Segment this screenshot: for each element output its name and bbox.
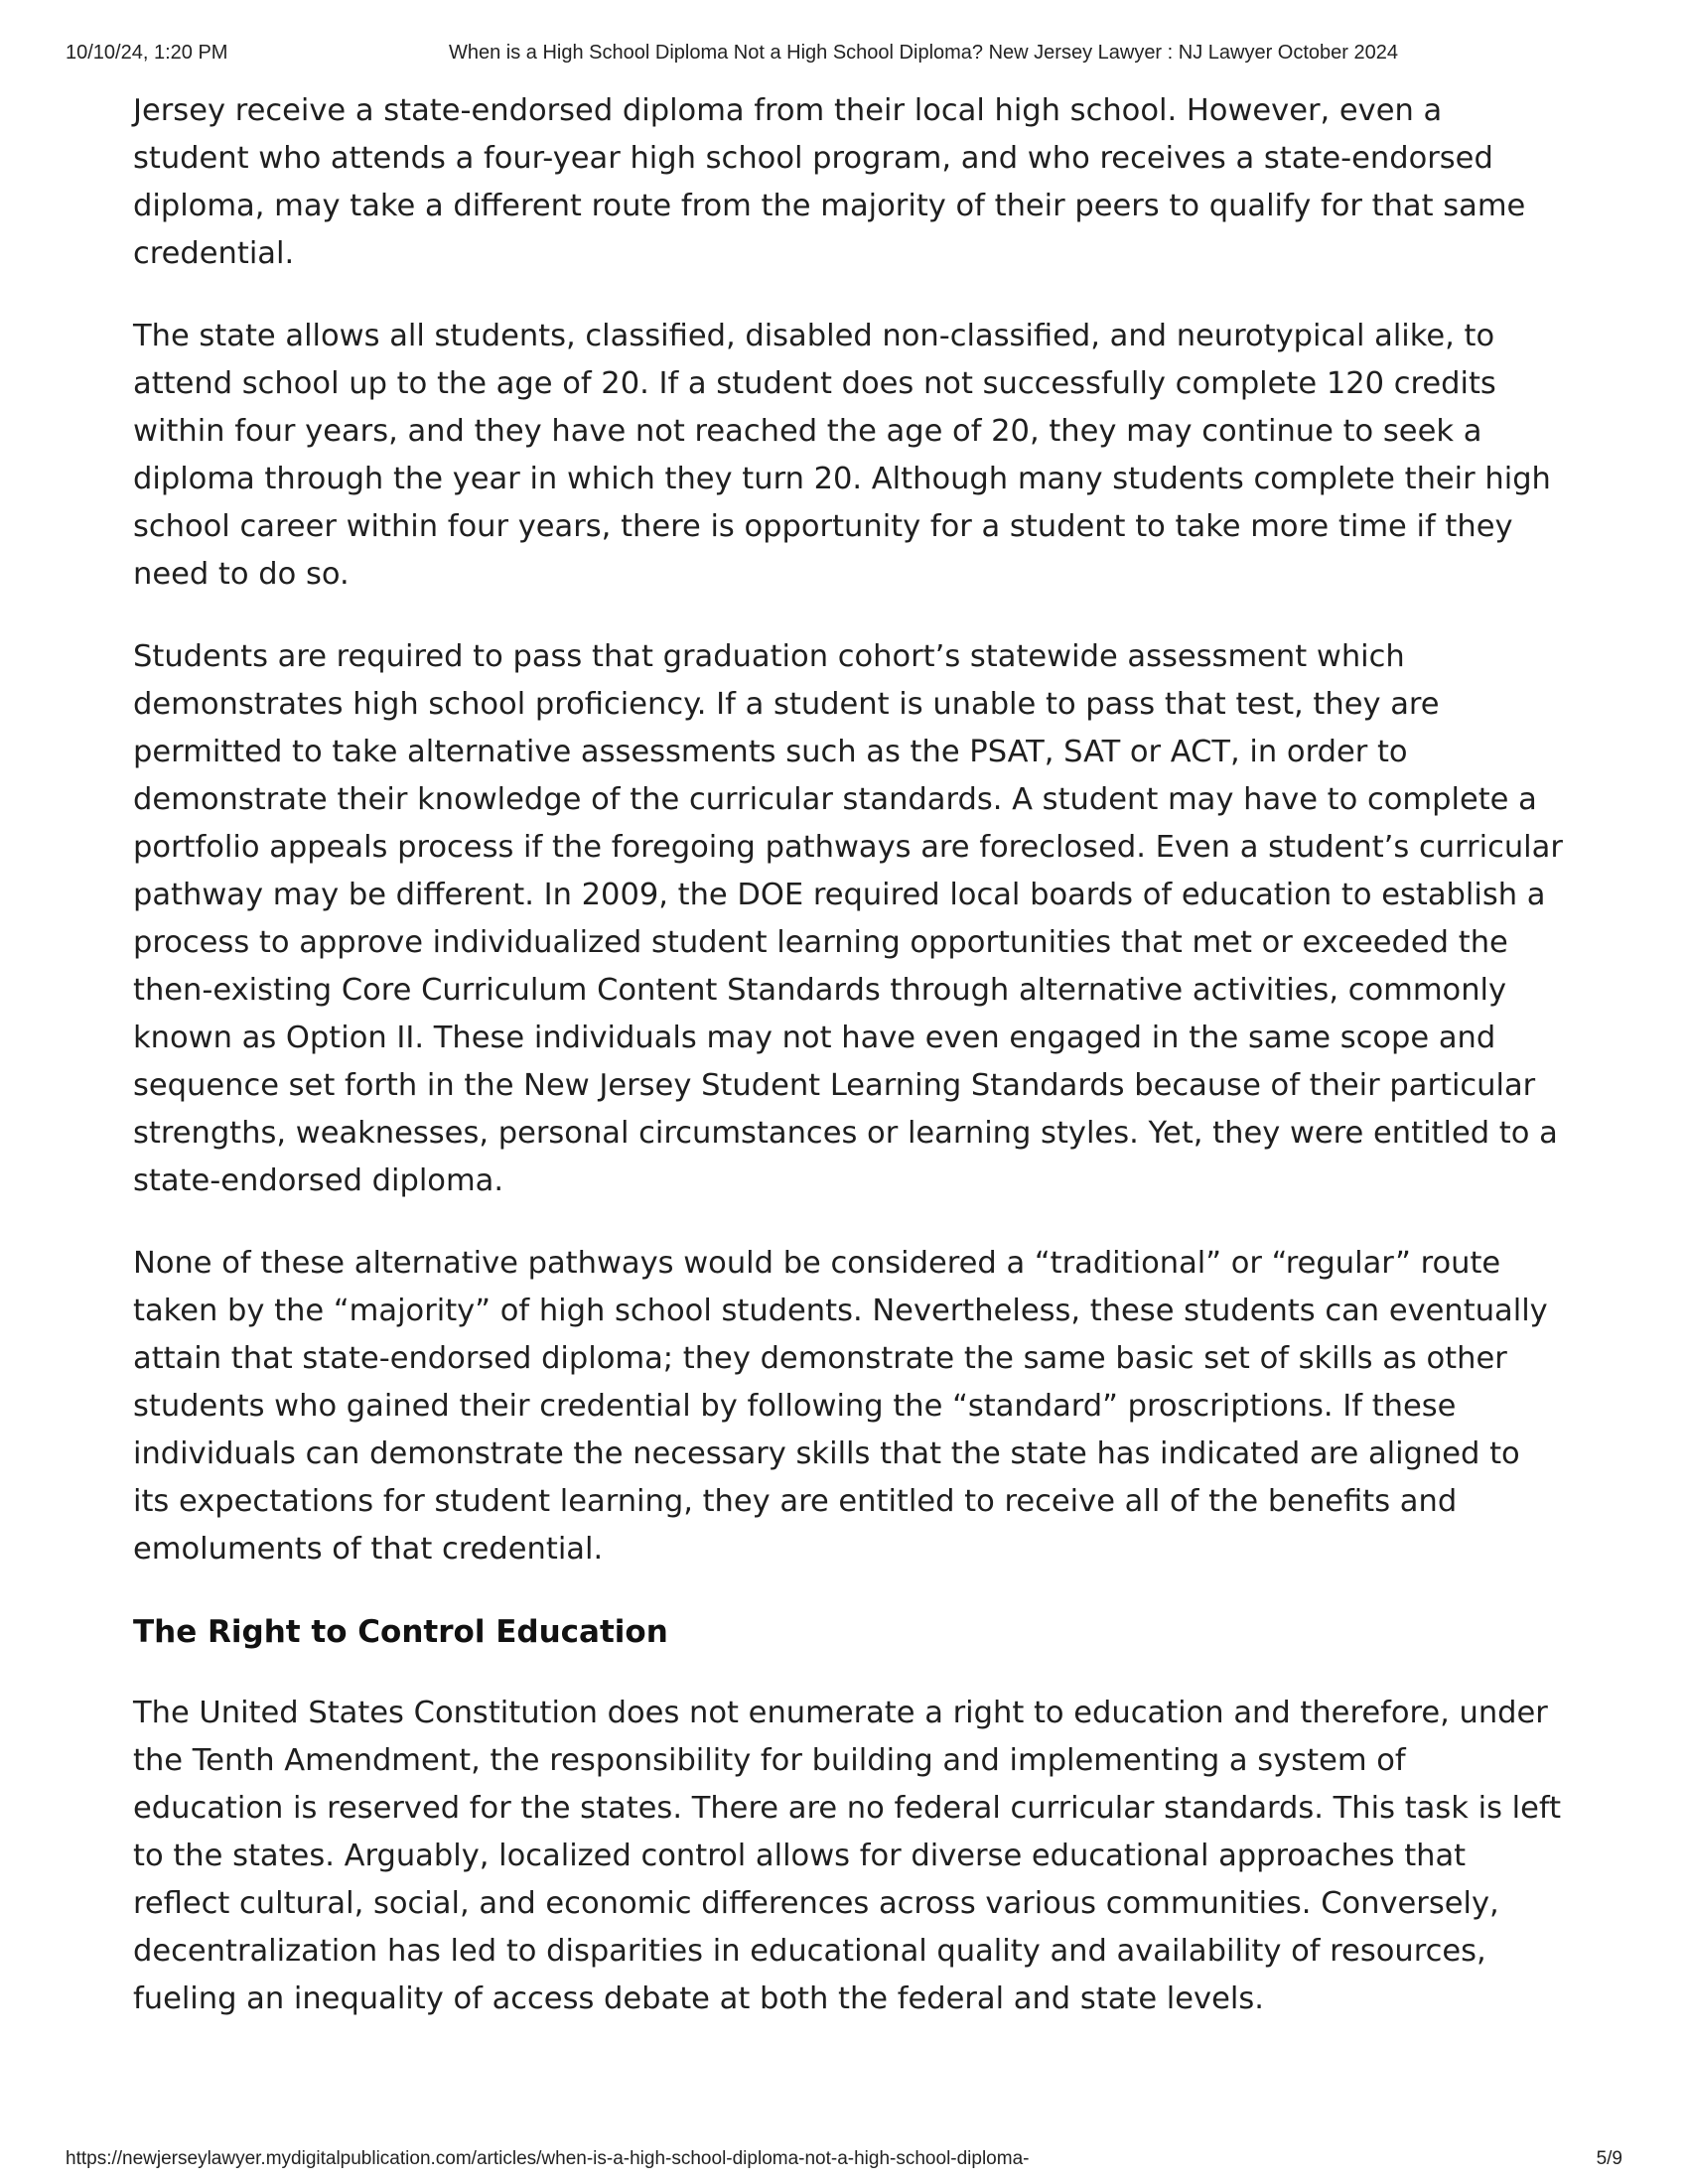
- paragraph-right-to-education: The United States Constitution does not enumerate a right to education and therefore, under the Tenth Amendment, the responsibility for building and implementing a system of education is reserved for the states. There are no federal curricular standards. This task is left to the states. Arguably, localized control allows for diverse educational approaches that reflect cultural, social, and economic differences across various communities. Conversely, decentralization has led to disparities in educational quality and availability of resources, fueling an inequality of access debate at both the federal and state levels.: [133, 1696, 1562, 2016]
- print-url: https://newjerseylawyer.mydigitalpublication.com/articles/when-is-a-high-school-diploma-not-a-high-school-diploma-: [66, 2148, 1030, 2169]
- paragraph-assessments: Students are required to pass that graduation cohort’s statewide assessment which demonstrates high school proficiency. If a student is unable to pass that test, they are permitted to take alternative assessments such as the PSAT, SAT or ACT, in order to demonstrate their knowledge of the curricular standards. A student may have to complete a portfolio appeals process if the foregoing pathways are foreclosed. Even a student’s curricular pathway may be different. In 2009, the DOE required local boards of education to establish a process to approve individualized student learning opportunities that met or exceeded the then-existing Core Curriculum Content Standards through alternative activities, commonly known as Option II. These individuals may not have even engaged in the same scope and sequence set forth in the New Jersey Student Learning Standards because of their particular strengths, weaknesses, personal circumstances or learning styles. Yet, they were entitled to a state-endorsed diploma.: [133, 639, 1563, 1198]
- paragraph-diploma-intro: Jersey receive a state-endorsed diploma from their local high school. However, even a student who attends a four-year high school program, and who receives a state-endorsed diploma, may take a different route from the majority of their peers to qualify for that same credential.: [133, 93, 1526, 271]
- paragraph-age-limit: The state allows all students, classified, disabled non-classified, and neurotypical alike, to attend school up to the age of 20. If a student does not successfully complete 120 credits within four years, and they have not reached the age of 20, they may continue to seek a diploma through the year in which they turn 20. Although many students complete their high school career within four years, there is opportunity for a student to take more time if they need to do so.: [133, 319, 1551, 592]
- section-heading: The Right to Control Education: [133, 1614, 668, 1650]
- print-header: [0, 42, 1688, 71]
- print-datetime: 10/10/24, 1:20 PM: [66, 42, 228, 64]
- article-body: [133, 87, 1563, 2058]
- print-footer: [0, 2148, 1688, 2178]
- page-number: 5/9: [1596, 2148, 1622, 2169]
- print-page-title: When is a High School Diploma Not a High School Diploma? New Jersey Lawyer : NJ Lawyer October 2024: [449, 42, 1398, 64]
- paragraph-alternative-pathways: None of these alternative pathways would be considered a “traditional” or “regular” route taken by the “majority” of high school students. Nevertheless, these students can eventually attain that state-endorsed diploma; they demonstrate the same basic set of skills as other students who gained their credential by following the “standard” proscriptions. If these individuals can demonstrate the necessary skills that the state has indicated are aligned to its expectations for student learning, they are entitled to receive all of the benefits and emoluments of that credential.: [133, 1246, 1548, 1567]
